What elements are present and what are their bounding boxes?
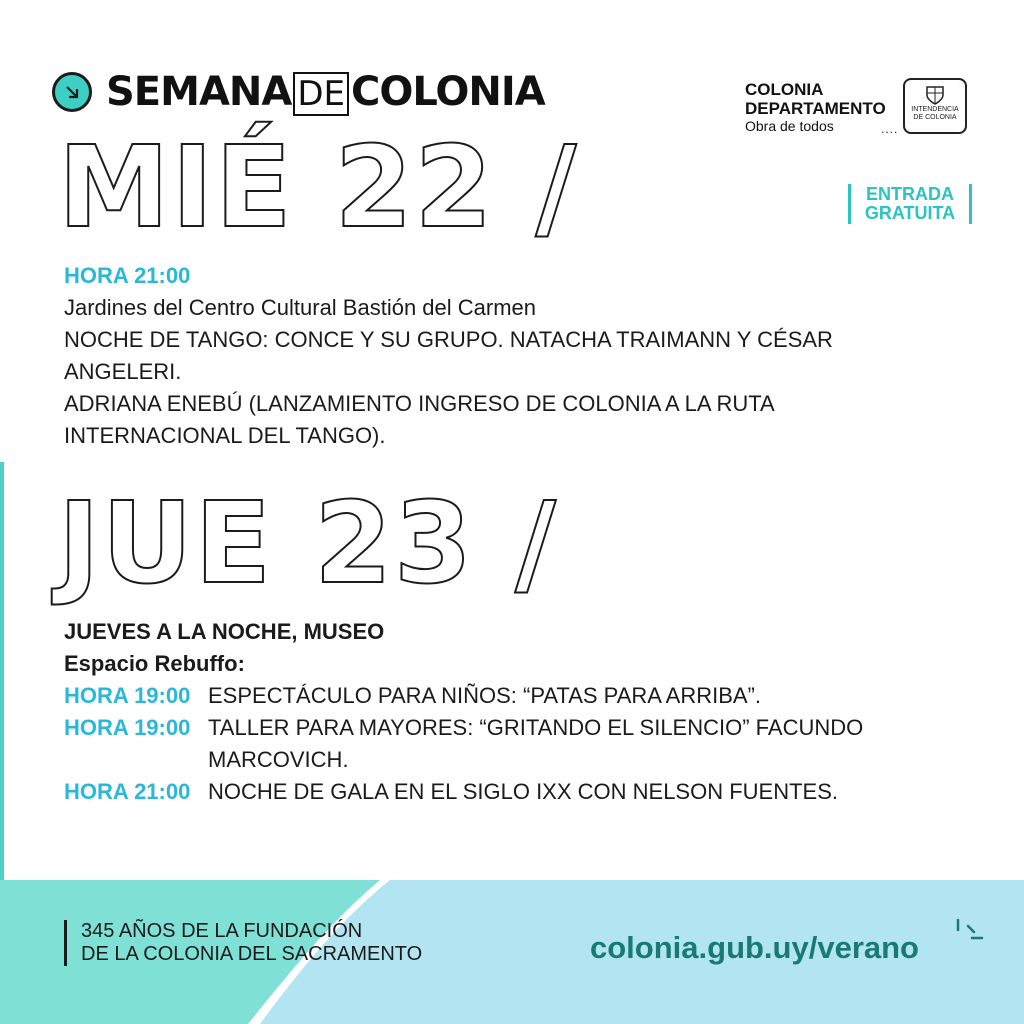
list-item [64, 776, 964, 808]
org-line2: DEPARTAMENTO [745, 99, 886, 118]
anniversary-number: 345 AÑOS [81, 920, 176, 942]
wednesday-events [64, 260, 944, 452]
event-hour: HORA 19:00 [64, 715, 191, 740]
event-hour: HORA 21:00 [64, 263, 191, 288]
day-heading-wednesday: MIÉ 22 / [58, 123, 579, 253]
crest-line1: INTENDENCIA [911, 106, 959, 113]
brand-suffix: COLONIA [351, 69, 545, 115]
anniversary-rest: DE LA FUNDACIÓN [175, 920, 363, 942]
thursday-events [64, 616, 964, 808]
footer-banner [0, 880, 1024, 1024]
event-description: ADRIANA ENEBÚ (LANZAMIENTO INGRESO DE COLONIA A LA RUTA INTERNACIONAL DEL TANGO). [64, 391, 774, 448]
anniversary-line2: DE LA COLONIA DEL SACRAMENTO [81, 943, 423, 965]
org-line3: Obra de todos [745, 118, 834, 134]
org-line1: COLONIA [745, 80, 824, 99]
sparkle-icon [946, 916, 986, 956]
website-link[interactable]: colonia.gub.uy/verano [590, 930, 919, 965]
brand-prefix: SEMANA [106, 69, 292, 115]
brand-title [106, 69, 545, 115]
event-hour: HORA 21:00 [64, 779, 191, 804]
event-subtitle: Espacio Rebuffo: [64, 651, 245, 676]
badge-line2: GRATUITA [864, 203, 956, 223]
org-dots: .... [881, 122, 899, 136]
event-description: NOCHE DE TANGO: CONCE Y SU GRUPO. NATACHA TRAIMANN Y CÉSAR ANGELERI. [64, 327, 833, 384]
header-brand [52, 69, 545, 115]
list-item [64, 680, 964, 712]
crest-logo [903, 78, 967, 134]
day-heading-thursday: JUE 23 / [58, 479, 558, 609]
event-description: TALLER PARA MAYORES: “GRITANDO EL SILENCIO” FACUNDO MARCOVICH. [208, 715, 864, 772]
crest-line2: DE COLONIA [913, 114, 957, 121]
event-venue: Jardines del Centro Cultural Bastión del Carmen [64, 295, 537, 320]
event-description: ESPECTÁCULO PARA NIÑOS: “PATAS PARA ARRIBA”. [208, 683, 761, 708]
brand-de: DE [293, 72, 349, 116]
event-title: JUEVES A LA NOCHE, MUSEO [64, 619, 385, 644]
left-accent-stripe [0, 462, 4, 882]
arrow-down-right-icon [52, 72, 92, 112]
badge-line1: ENTRADA [866, 184, 954, 204]
event-hour: HORA 19:00 [64, 683, 191, 708]
shield-icon [924, 84, 946, 106]
org-logo [745, 80, 975, 134]
event-description: NOCHE DE GALA EN EL SIGLO IXX CON NELSON FUENTES. [208, 779, 839, 804]
anniversary-text [64, 920, 422, 966]
list-item [64, 712, 964, 776]
free-entry-badge [848, 184, 972, 224]
